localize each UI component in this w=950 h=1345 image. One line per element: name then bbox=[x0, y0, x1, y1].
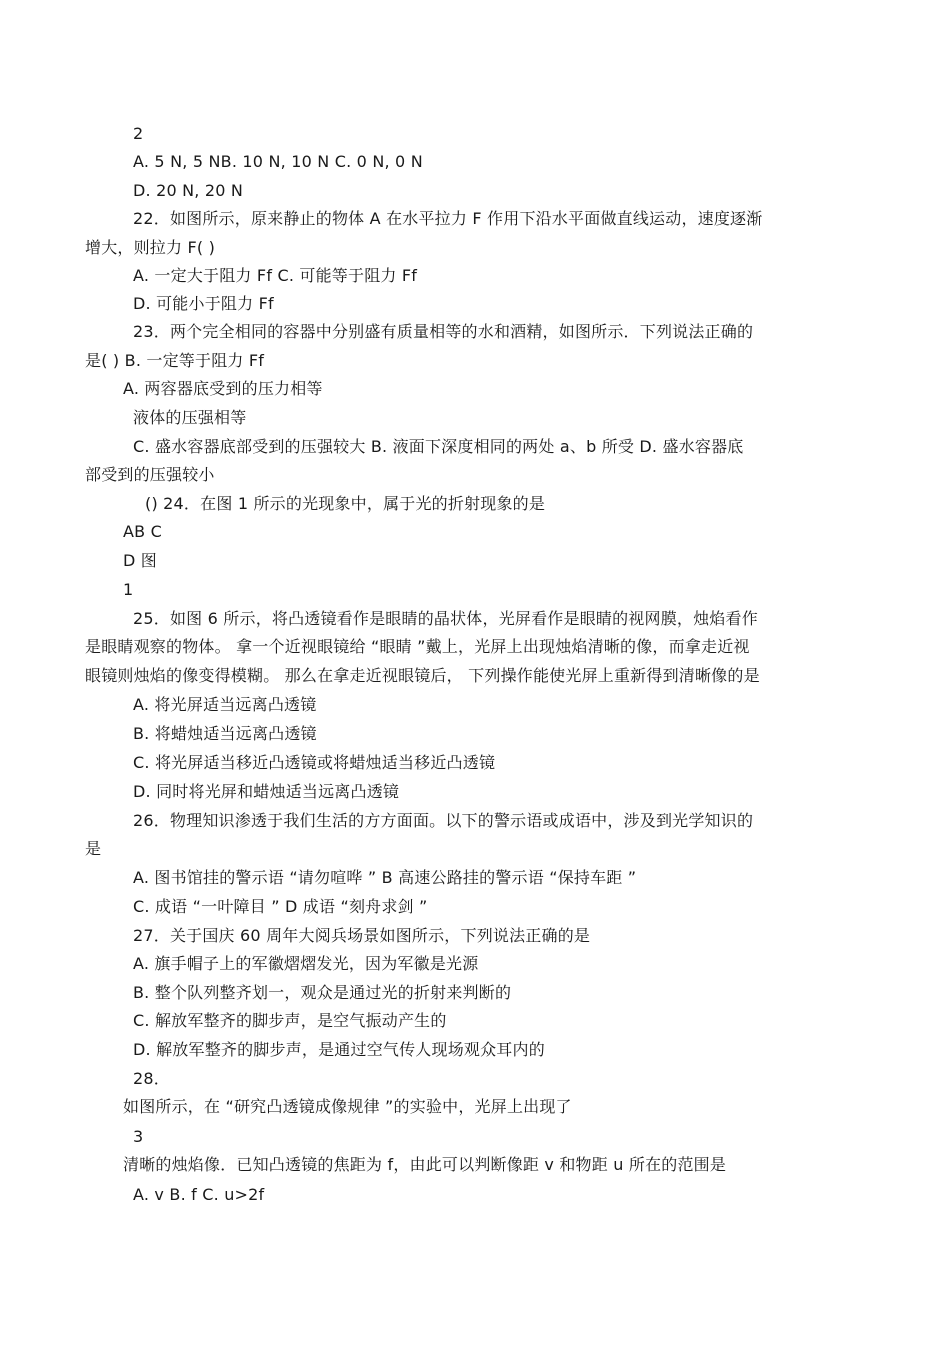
text-line: 2 bbox=[133, 124, 144, 143]
text-line: D 图 bbox=[123, 551, 158, 570]
text-line: 23．两个完全相同的容器中分别盛有质量相等的水和酒精，如图所示．下列说法正确的 bbox=[133, 322, 754, 341]
text-line: 增大，则拉力 F( ) bbox=[85, 238, 216, 257]
text-line: 25．如图 6 所示，将凸透镜看作是眼睛的晶状体，光屏看作是眼睛的视网膜，烛焰看作 bbox=[133, 609, 758, 628]
text-line: A. v B. f C. u>2f bbox=[133, 1185, 265, 1204]
text-line: C. 将光屏适当移近凸透镜或将蜡烛适当移近凸透镜 bbox=[133, 753, 496, 772]
text-line: C. 解放军整齐的脚步声，是空气振动产生的 bbox=[133, 1011, 447, 1030]
text-line: A. 一定大于阻力 Ff C. 可能等于阻力 Ff bbox=[133, 266, 418, 285]
text-line: AB C bbox=[123, 522, 162, 541]
text-line: 26．物理知识渗透于我们生活的方方面面。以下的警示语或成语中，涉及到光学知识的 bbox=[133, 811, 754, 830]
text-line: D. 20 N, 20 N bbox=[133, 181, 244, 200]
text-line: D. 同时将光屏和蜡烛适当远离凸透镜 bbox=[133, 782, 400, 801]
text-line: D. 可能小于阻力 Ff bbox=[133, 294, 274, 313]
text-line: 是眼睛观察的物体。 拿一个近视眼镜给 “眼睛 ”戴上，光屏上出现烛焰清晰的像，而拿走近视 bbox=[85, 637, 750, 656]
text-line: 液体的压强相等 bbox=[133, 408, 247, 427]
text-line: B. 将蜡烛适当远离凸透镜 bbox=[133, 724, 317, 743]
text-line: 是( ) B. 一定等于阻力 Ff bbox=[85, 351, 265, 370]
text-line: 清晰的烛焰像．已知凸透镜的焦距为 f，由此可以判断像距 v 和物距 u 所在的范围是 bbox=[123, 1155, 727, 1174]
text-line: 1 bbox=[123, 580, 134, 599]
text-line: 是 bbox=[85, 839, 102, 858]
text-line: A. 旗手帽子上的军徽熠熠发光，因为军徽是光源 bbox=[133, 954, 479, 973]
text-line: B. 整个队列整齐划一，观众是通过光的折射来判断的 bbox=[133, 983, 512, 1002]
text-line: 27．关于国庆 60 周年大阅兵场景如图所示，下列说法正确的是 bbox=[133, 926, 591, 945]
text-line: C. 成语 “一叶障目 ” D 成语 “刻舟求剑 ” bbox=[133, 897, 428, 916]
text-line: A. 5 N, 5 NB. 10 N, 10 N C. 0 N, 0 N bbox=[133, 152, 423, 171]
text-line: A. 将光屏适当远离凸透镜 bbox=[133, 695, 317, 714]
text-line: 部受到的压强较小 bbox=[85, 465, 215, 484]
text-line: A. 两容器底受到的压力相等 bbox=[123, 379, 323, 398]
text-line: 22．如图所示，原来静止的物体 A 在水平拉力 F 作用下沿水平面做直线运动，速度逐渐 bbox=[133, 209, 763, 228]
text-line: D. 解放军整齐的脚步声，是通过空气传人现场观众耳内的 bbox=[133, 1040, 545, 1059]
text-line: 28． bbox=[133, 1069, 170, 1088]
text-line: A. 图书馆挂的警示语 “请勿喧哗 ” B 高速公路挂的警示语 “保持车距 ” bbox=[133, 868, 637, 887]
text-line: 如图所示，在 “研究凸透镜成像规律 ”的实验中，光屏上出现了 bbox=[123, 1097, 572, 1116]
text-line: 3 bbox=[133, 1127, 144, 1146]
text-line: () 24．在图 1 所示的光现象中，属于光的折射现象的是 bbox=[145, 494, 546, 513]
text-line: 眼镜则烛焰的像变得模糊。 那么在拿走近视眼镜后， 下列操作能使光屏上重新得到清晰像的是 bbox=[85, 666, 760, 685]
text-line: C. 盛水容器底部受到的压强较大 B. 液面下深度相同的两处 a、b 所受 D. 盛水容器底 bbox=[133, 437, 744, 456]
